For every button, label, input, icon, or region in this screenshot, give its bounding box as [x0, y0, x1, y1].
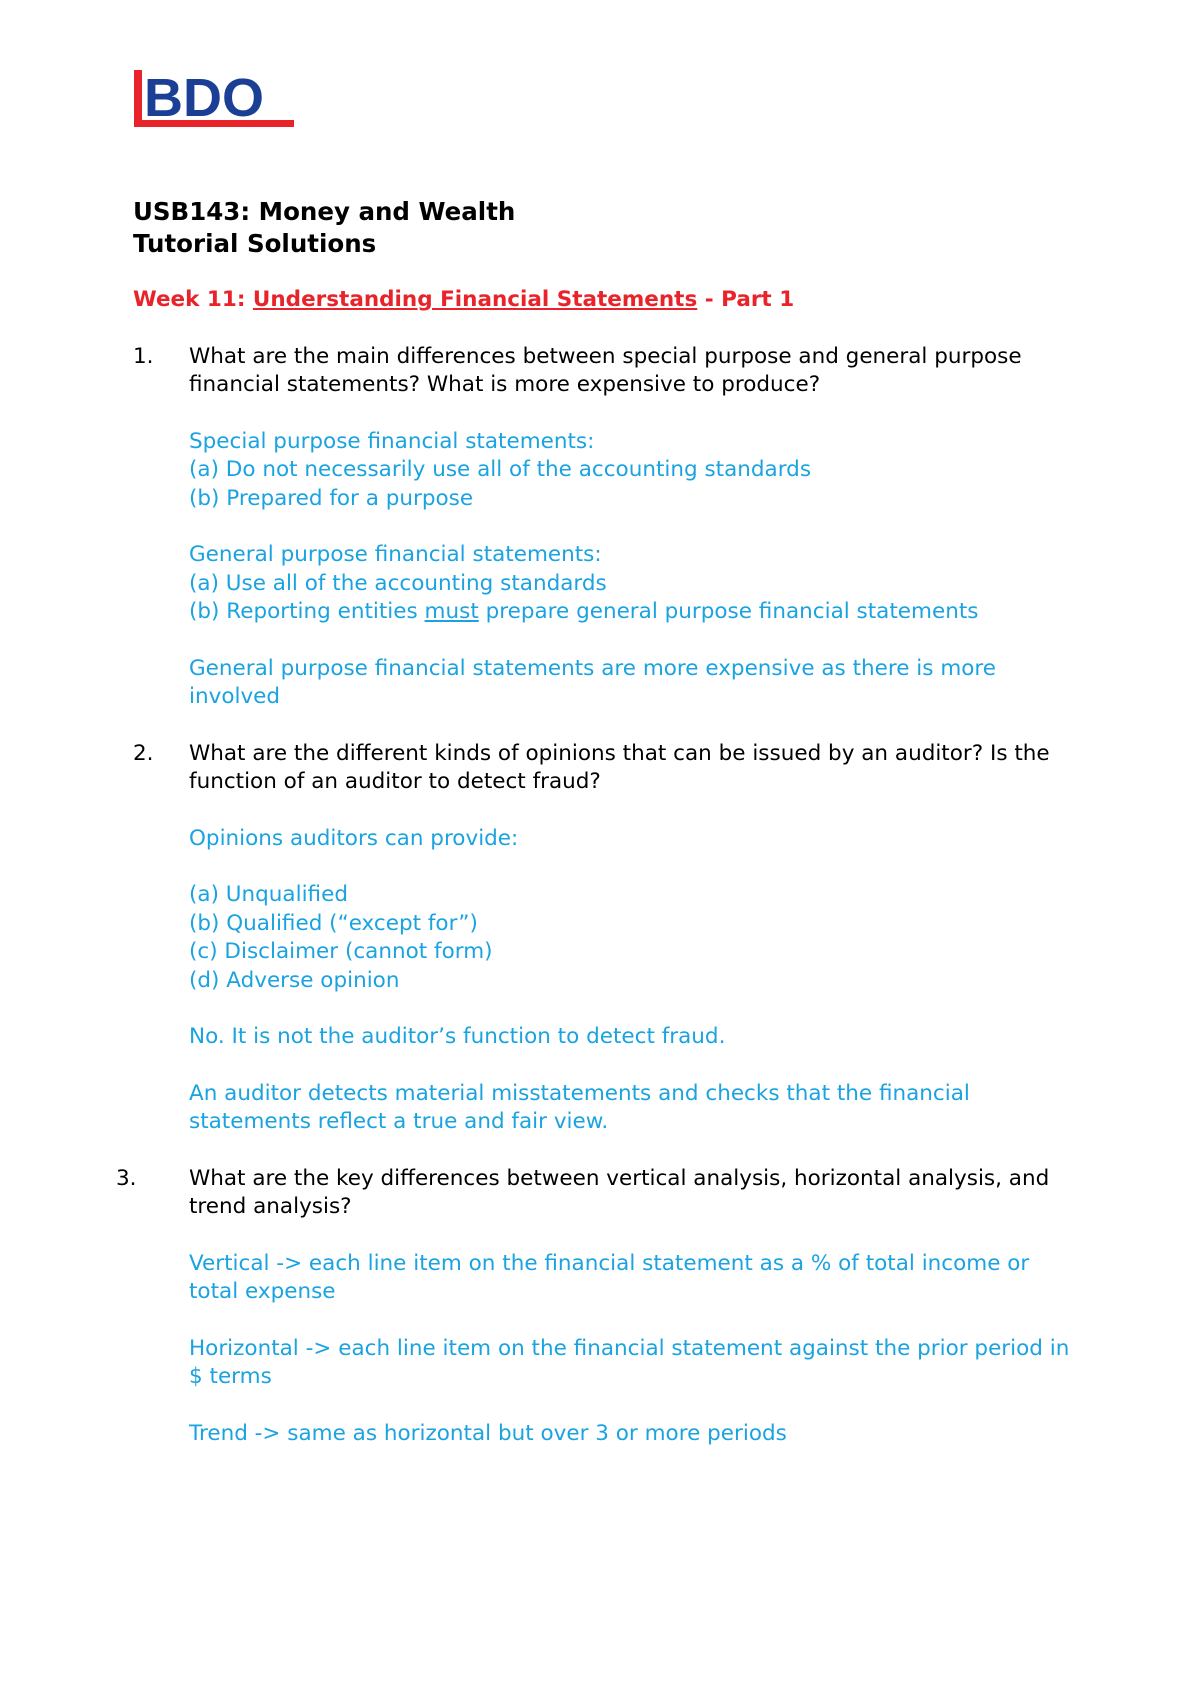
- answer-block: Vertical -> each line item on the financial statement as a % of total income or total expense Horizontal -> each line item on the financial statement against the prior period in $ terms Trend -> same as horizontal but over 3 or more periods: [189, 1250, 1070, 1446]
- question-number: 3.: [116, 1165, 137, 1191]
- answer-block: Special purpose financial statements: (a) Do not necessarily use all of the accounting standards (b) Prepared for a purpose General purpose financial statements: (a) Use all of the accounting standards (b) Reporting entities must prepare general purpose financial statements General purpose financial statements are more expensive as there is more involved: [189, 428, 997, 709]
- question-text: What are the different kinds of opinions that can be issued by an auditor? Is the function of an auditor to detect fraud?: [189, 740, 1050, 794]
- course-title: USB143: Money and Wealth: [133, 197, 516, 226]
- logo-text: BDO: [144, 70, 264, 128]
- emphasis-must: must: [424, 599, 479, 624]
- week-label: Week 11: [133, 287, 237, 312]
- week-part: - Part 1: [697, 287, 795, 312]
- question-1: [133, 343, 1083, 712]
- question-text: What are the main differences between special purpose and general purpose financial statements? What is more expensive to produce?: [189, 343, 1022, 397]
- week-heading: Week 11: Understanding Financial Statements - Part 1: [133, 287, 795, 312]
- document-subtitle: Tutorial Solutions: [133, 229, 377, 258]
- question-number: 2.: [133, 740, 154, 766]
- question-2: [133, 740, 1083, 1137]
- question-3: [116, 1165, 1083, 1449]
- answer-block: Opinions auditors can provide: (a) Unqualified (b) Qualified (“except for”) (c) Disclaimer (cannot form) (d) Adverse opinion No. It is not the auditor’s function to detect fraud. An auditor detects material misstatements and checks that the financial statements reflect a true and fair view.: [189, 825, 970, 1134]
- question-number: 1.: [133, 343, 154, 369]
- week-topic: Understanding Financial Statements: [252, 287, 698, 312]
- document-body: [116, 196, 1083, 1448]
- question-text: What are the key differences between vertical analysis, horizontal analysis, and trend analysis?: [189, 1165, 1050, 1219]
- bdo-logo: [132, 70, 296, 132]
